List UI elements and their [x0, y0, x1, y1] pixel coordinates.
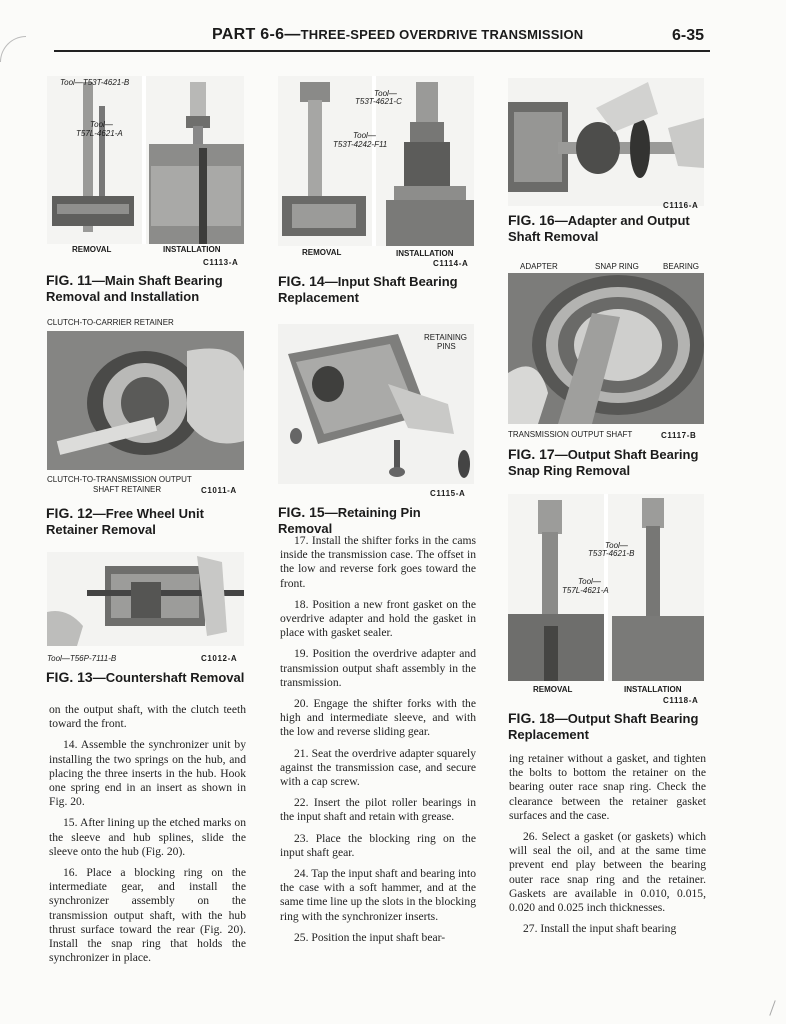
fig11-caption [46, 272, 246, 305]
fig11-installation-label: INSTALLATION [163, 245, 221, 254]
fig14-caption-text: —Input Shaft Bearing Replacement [278, 274, 458, 305]
header-rule [54, 50, 710, 52]
fig18-caption-text: —Output Shaft Bearing Replacement [508, 711, 699, 742]
fig12-bottom-label-2: SHAFT RETAINER [93, 485, 162, 494]
paragraph: ing retainer without a gasket, and tighten the bolts to bottom the retainer on the bearing outer race snap ring. Check the clearance between the retainer gasket surfaces and the case. [509, 752, 706, 822]
fig17-adapter-label: ADAPTER [520, 262, 558, 271]
fig17-output-shaft-label: TRANSMISSION OUTPUT SHAFT [508, 430, 633, 439]
fig16-photo [508, 78, 704, 206]
header-title [212, 26, 583, 44]
fig12-bottom-label-1: CLUTCH-TO-TRANSMISSION OUTPUT [47, 475, 192, 484]
fig16-caption [508, 212, 704, 245]
fig17-photo [508, 273, 704, 424]
paragraph: 23. Place the blocking ring on the input shaft gear. [280, 831, 476, 859]
fig14-tool-a-label-2: T53T-4621-C [355, 97, 402, 106]
paragraph: 25. Position the input shaft bear- [294, 930, 446, 944]
paragraph: 17. Install the shifter forks in the cams inside the transmission case. The offset in the low and reverse fork goes toward the front. [280, 534, 476, 590]
fig17-code: C1117-B [661, 431, 697, 440]
fig13-caption-text: —Countershaft Removal [92, 670, 245, 685]
paragraph: 26. Select a gasket (or gaskets) which will seal the oil, and at the same time prevent end play between the bearing outer race snap ring and the retainer. Gaskets are available in 0.010, 0.015, 0.020 and 0.025 inch thicknesses. [509, 830, 706, 915]
fig13-caption [46, 669, 246, 686]
fig12-top-label: CLUTCH-TO-CARRIER RETAINER [47, 318, 174, 327]
page-corner-mark [0, 36, 26, 62]
fig11-removal-label: REMOVAL [72, 245, 112, 254]
text-column-3 [509, 752, 706, 943]
fig16-caption-text: —Adapter and Output Shaft Removal [508, 213, 690, 244]
paragraph: 24. Tap the input shaft and bearing into the case with a soft hammer, and at the same time line up the slots in the blocking ring with the synchronizer inserts. [280, 867, 476, 923]
fig14-installation-label: INSTALLATION [396, 249, 454, 258]
text-column-2 [280, 534, 476, 952]
fig12-code: C1011-A [201, 486, 237, 495]
fig11-photo [47, 76, 244, 244]
text-column-1 [49, 703, 246, 972]
fig14-caption-number: FIG. 14 [278, 273, 325, 289]
fig17-bearing-label: BEARING [663, 262, 700, 271]
page-header [0, 0, 786, 56]
fig18-installation-label: INSTALLATION [624, 685, 682, 694]
fig11-tool-left-label-2: T57L-4621-A [76, 129, 123, 138]
fig15-caption-text: —Retaining Pin Removal [278, 505, 421, 536]
fig18-tool-a-label-1: Tool— [605, 541, 628, 550]
fig18-tool-b-label-1: Tool— [578, 577, 601, 586]
fig12-caption-number: FIG. 12 [46, 505, 93, 521]
paragraph: 27. Install the input shaft bearing [523, 922, 677, 936]
paragraph: on the output shaft, with the clutch teeth toward the front. [49, 703, 246, 731]
header-dash: — [284, 26, 301, 43]
fig13-photo [47, 552, 244, 646]
fig15-code: C1115-A [430, 489, 466, 498]
paragraph: 15. After lining up the etched marks on the sleeve and hub splines, slide the sleeve onto the hub (Fig. 20). [49, 816, 246, 858]
paragraph: 22. Insert the pilot roller bearings in the input shaft and retain with grease. [280, 796, 476, 824]
fig14-caption [278, 273, 478, 306]
fig17-caption-text: —Output Shaft Bearing Snap Ring Removal [508, 447, 699, 478]
fig16-caption-number: FIG. 16 [508, 212, 555, 228]
fig12-caption-text: —Free Wheel Unit Retainer Removal [46, 506, 204, 537]
paragraph: 21. Seat the overdrive adapter squarely against the transmission case, and secure with a cap screw. [280, 746, 476, 789]
fig12-photo [47, 331, 244, 470]
fig18-code: C1118-A [663, 696, 699, 705]
fig11-caption-text: —Main Shaft Bearing Removal and Installation [46, 273, 223, 304]
paragraph: 16. Place a blocking ring on the intermediate gear, and install the synchronizer assembly on the transmission output shaft, with the hub thrust surface toward the rear (Fig. 20). Install the snap ring that holds the synchronizer in place. [49, 866, 246, 965]
paragraph: 20. Engage the shifter forks with the high and intermediate sleeve, and with the low and reverse sliding gear. [280, 697, 476, 739]
fig13-code: C1012-A [201, 654, 238, 663]
fig14-removal-label: REMOVAL [302, 248, 342, 257]
fig13-caption-number: FIG. 13 [46, 669, 93, 685]
fig18-caption-number: FIG. 18 [508, 710, 555, 726]
fig11-tool-top-label: Tool—T53T-4621-B [60, 78, 130, 87]
fig16-code: C1116-A [663, 201, 699, 210]
paragraph: 19. Position the overdrive adapter and transmission output shaft assembly in the transmission. [280, 647, 476, 689]
header-part: PART 6-6 [212, 26, 285, 43]
paragraph: 18. Position a new front gasket on the overdrive adapter and hold the gasket in place with gasket sealer. [280, 597, 476, 640]
fig18-caption [508, 710, 704, 743]
fig14-tool-a-label-1: Tool— [374, 89, 397, 98]
fig18-tool-a-label-2: T53T-4621-B [588, 549, 635, 558]
header-chapter-title: THREE-SPEED OVERDRIVE TRANSMISSION [300, 27, 584, 42]
fig18-removal-label: REMOVAL [533, 685, 573, 694]
fig11-code: C1113-A [203, 258, 239, 267]
margin-mark [769, 1000, 775, 1015]
fig14-tool-b-label-2: T53T-4242-F11 [333, 140, 388, 149]
fig17-snap-ring-label: SNAP RING [595, 262, 639, 271]
fig17-caption [508, 446, 704, 479]
paragraph: 14. Assemble the synchronizer unit by installing the two springs on the hub, and placing the three inserts in the hub. Hook one spring end in an insert as shown in Fig. 20. [49, 738, 246, 809]
fig13-tool-label: Tool—T56P-7111-B [47, 654, 117, 663]
fig15-caption [278, 504, 478, 537]
fig12-caption [46, 505, 246, 538]
fig15-caption-number: FIG. 15 [278, 504, 325, 520]
fig11-tool-left-label-1: Tool— [90, 120, 113, 129]
fig11-caption-number: FIG. 11 [46, 272, 92, 288]
page-number: 6-35 [672, 27, 705, 44]
fig15-pins-label: PINS [437, 342, 456, 351]
fig17-caption-number: FIG. 17 [508, 446, 555, 462]
fig15-retaining-label: RETAINING [424, 333, 467, 342]
fig18-tool-b-label-2: T57L-4621-A [562, 586, 609, 595]
fig14-code: C1114-A [433, 259, 469, 268]
fig14-tool-b-label-1: Tool— [353, 131, 376, 140]
